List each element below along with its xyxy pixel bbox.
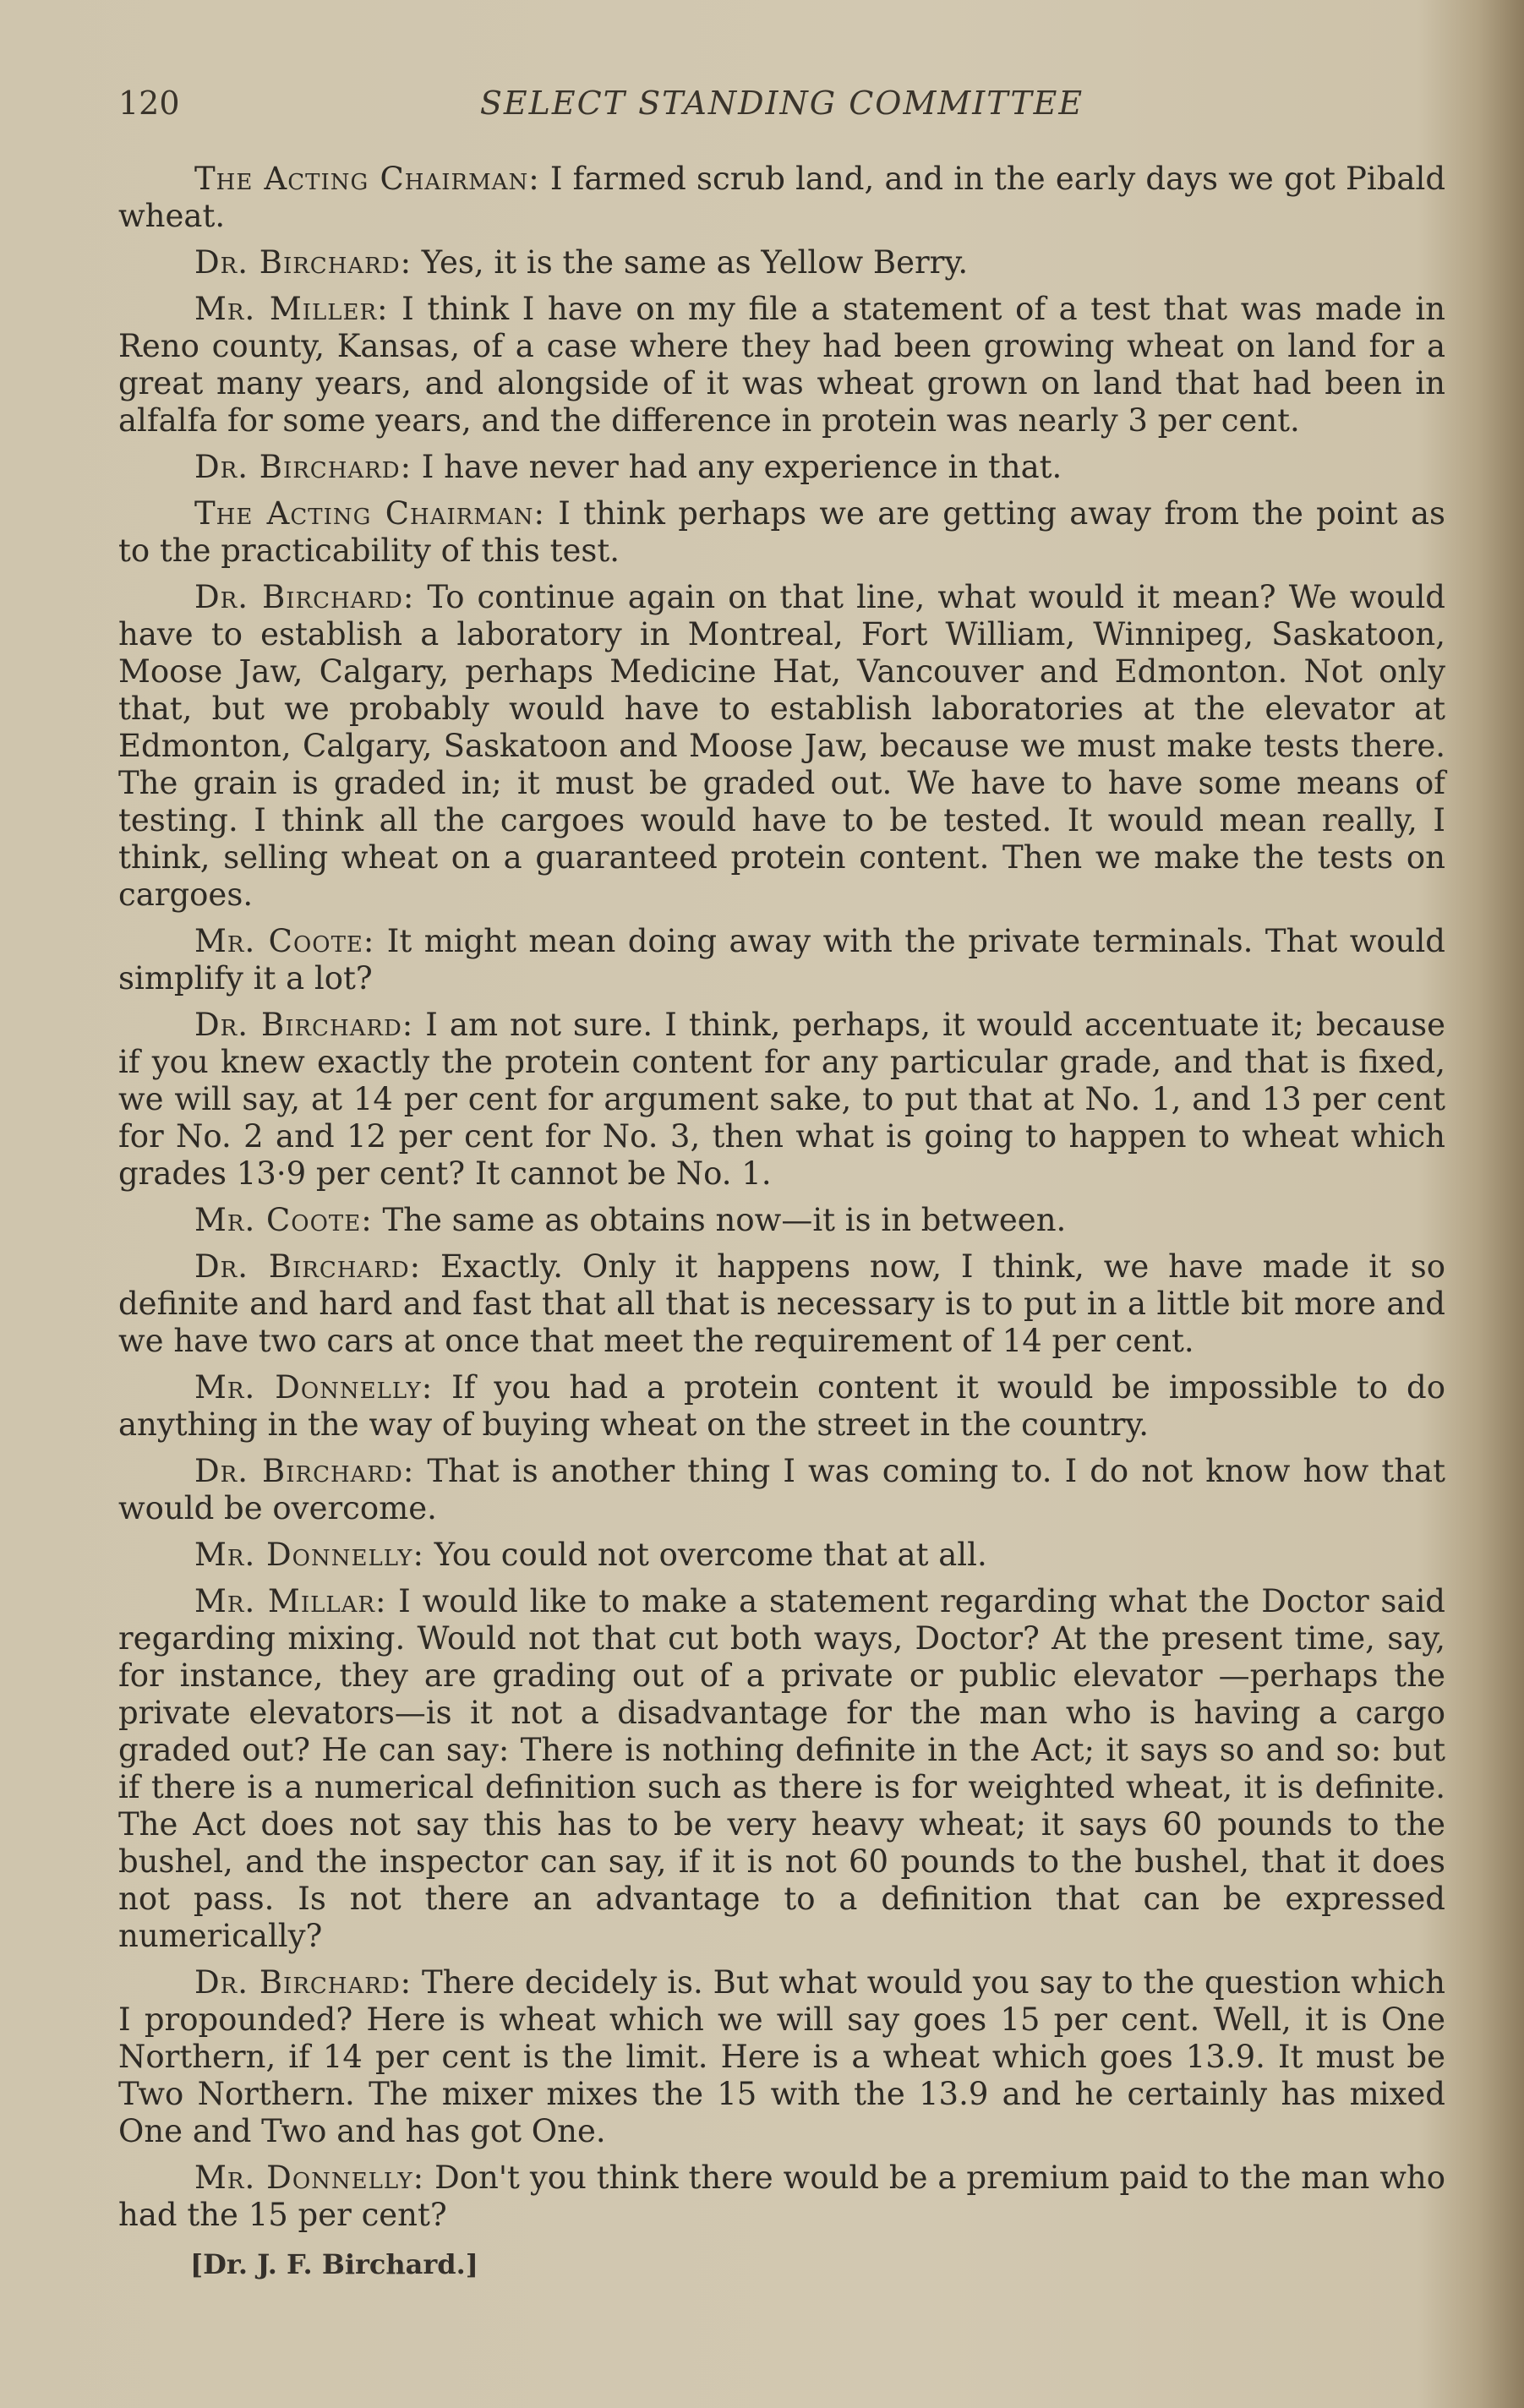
speaker-name: The Acting Chairman: xyxy=(194,161,540,197)
speaker-name: Mr. Miller: xyxy=(194,291,389,327)
paragraph xyxy=(118,1537,1445,1574)
paragraph xyxy=(118,1202,1445,1239)
paragraph xyxy=(118,2160,1445,2234)
paragraph xyxy=(118,161,1445,235)
paragraph xyxy=(118,1964,1445,2150)
speaker-name: The Acting Chairman: xyxy=(194,495,545,532)
speech-text: That is another thing I was coming to. I do not know how that would be overcome. xyxy=(118,1453,1445,1526)
speech-text: I would like to make a statement regarding what the Doctor said regarding mixing. Would not that cut both ways, Doctor? At the present time, say, for instance, they are grading out of a private or public elevator —perhaps the private elevators—is it not a disadvantage for the man who is having a cargo graded out? He can say: There is nothing definite in the Act; it says so and so: but if there is a numerical definition such as there is for weighted wheat, it is definite. The Act does not say this has to be very heavy wheat; it says 60 pounds to the bushel, and the inspector can say, if it is not 60 pounds to the bushel, that it does not pass. Is not there an advantage to a definition that can be expressed numerically? xyxy=(118,1583,1445,1954)
speech-text: I farmed scrub land, and in the early days we got Pibald wheat. xyxy=(118,161,1446,234)
speech-text: Don't you think there would be a premium paid to the man who had the 15 per cent? xyxy=(118,2160,1445,2233)
speaker-name: Dr. Birchard: xyxy=(194,244,412,281)
speech-text: If you had a protein content it would be impossible to do anything in the way of buying wheat on the street in the country. xyxy=(118,1369,1445,1443)
speaker-name: Mr. Coote: xyxy=(194,1202,373,1238)
paragraph xyxy=(118,449,1445,486)
speech-text: The same as obtains now—it is in between. xyxy=(372,1202,1067,1238)
speech-text: I have never had any experience in that. xyxy=(412,449,1062,485)
running-head: SELECT STANDING COMMITTEE xyxy=(479,85,1084,122)
speaker-name: Dr. Birchard: xyxy=(194,449,412,485)
paragraph xyxy=(118,1453,1445,1527)
paragraph xyxy=(118,923,1445,997)
speech-text: There decidely is. But what would you say to the question which I propounded? Here is wheat which we will say goes 15 per cent. Well, it is One Northern, if 14 per cent is the limit. Here is a wheat which goes 13.9. It must be Two Northern. The mixer mixes the 15 with the 13.9 and he certainly has mixed One and Two and has got One. xyxy=(118,1964,1445,2149)
transcript-body xyxy=(118,161,1445,2243)
speech-text: I think I have on my file a statement of a test that was made in Reno county, Kansas, of a case where they had been growing wheat on land for a great many years, and alongside of it was wheat grown on land that had been in alfalfa for some years, and the difference in protein was nearly 3 per cent. xyxy=(118,291,1445,439)
speaker-name: Mr. Donnelly: xyxy=(194,1537,424,1573)
paragraph xyxy=(118,579,1445,914)
speaker-name: Mr. Millar: xyxy=(194,1583,387,1619)
paragraph xyxy=(118,1369,1445,1444)
speech-text: I think perhaps we are getting away from the point as to the practicability of this test. xyxy=(118,495,1445,569)
paragraph xyxy=(118,495,1445,570)
speaker-name: Dr. Birchard: xyxy=(194,1964,412,2001)
page-number: 120 xyxy=(118,85,180,122)
page-header xyxy=(118,85,1445,135)
paragraph xyxy=(118,1248,1445,1360)
paragraph xyxy=(118,291,1445,440)
speaker-name: Dr. Birchard: xyxy=(194,579,415,615)
paragraph xyxy=(118,1007,1445,1193)
speaker-name: Mr. Donnelly: xyxy=(194,2160,425,2196)
speaker-name: Mr. Donnelly: xyxy=(194,1369,434,1406)
speech-text: It might mean doing away with the private terminals. That would simplify it a lot? xyxy=(118,923,1445,997)
speaker-name: Mr. Coote: xyxy=(194,923,375,959)
speech-text: I am not sure. I think, perhaps, it would accentuate it; because if you knew exactly the protein content for any particular grade, and that is fixed, we will say, at 14 per cent for argument sake, to put that at No. 1, and 13 per cent for No. 2 and 12 per cent for No. 3, then what is going to happen to wheat which grades 13·9 per cent? It cannot be No. 1. xyxy=(118,1007,1445,1192)
speech-text: To continue again on that line, what would it mean? We would have to establish a laboratory in Montreal, Fort William, Winnipeg, Saskatoon, Moose Jaw, Calgary, perhaps Medicine Hat, Vancouver and Edmonton. Not only that, but we probably would have to establish laboratories at the elevator at Edmonton, Calgary, Saskatoon and Moose Jaw, because we must make tests there. The grain is graded in; it must be graded out. We have to have some means of testing. I think all the cargoes would have to be tested. It would mean really, I think, selling wheat on a guaranteed protein content. Then we make the tests on cargoes. xyxy=(118,579,1445,913)
speech-text: Exactly. Only it happens now, I think, we have made it so definite and hard and fast that all that is necessary is to put in a little bit more and we have two cars at once that meet the requirement of 14 per cent. xyxy=(118,1248,1445,1359)
speech-text: Yes, it is the same as Yellow Berry. xyxy=(412,244,969,281)
speech-text: You could not overcome that at all. xyxy=(423,1537,987,1573)
speaker-name: Dr. Birchard: xyxy=(194,1248,422,1285)
paragraph xyxy=(118,1583,1445,1955)
speaker-name: Dr. Birchard: xyxy=(194,1007,414,1043)
speaker-name: Dr. Birchard: xyxy=(194,1453,415,1489)
paragraph xyxy=(118,244,1445,281)
footer-note: [Dr. J. F. Birchard.] xyxy=(190,2248,478,2280)
